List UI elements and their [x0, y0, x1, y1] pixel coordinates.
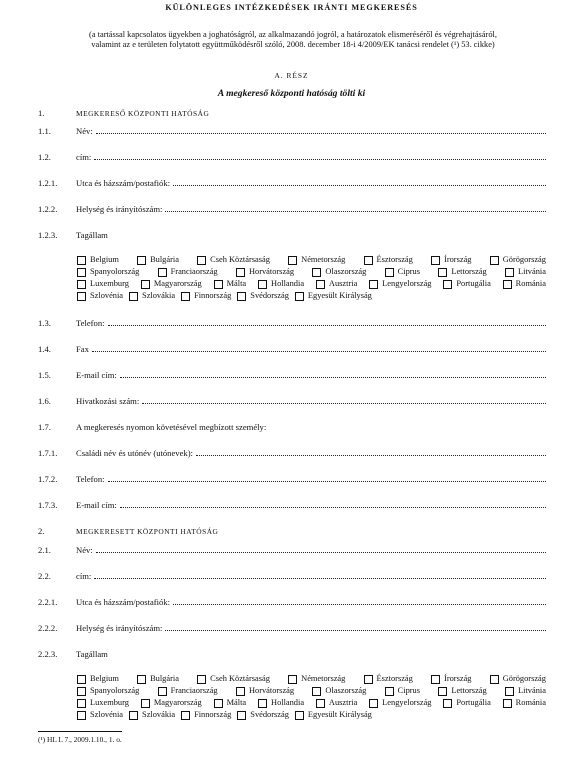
- checkbox-germany[interactable]: [288, 255, 345, 265]
- checkbox-label: Ciprus: [397, 267, 421, 276]
- field-number: 2.2.: [38, 571, 51, 581]
- field-label: Utca és házszám/postafiók:: [76, 178, 171, 188]
- field-label: Utca és házszám/postafiók:: [76, 597, 171, 607]
- checkbox-box[interactable]: [312, 268, 321, 277]
- field-row: [38, 230, 546, 240]
- checkbox-latvia[interactable]: [438, 686, 486, 696]
- subtitle-line-1: (a tartással kapcsolatos ügyekben a joghatóságról, az alkalmazandó jogról, a határozatok elismeréséről és végrehajtásáról,: [89, 30, 497, 39]
- checkbox-box[interactable]: [237, 711, 246, 720]
- checkbox-label: Finnország: [194, 710, 232, 719]
- checkbox-label: Észtország: [376, 255, 413, 264]
- member-state-checkbox-row: [77, 686, 546, 696]
- checkbox-label: Lengyelország: [382, 698, 432, 707]
- checkbox-netherlands[interactable]: [258, 279, 304, 289]
- field-number: 1.6.: [38, 396, 51, 406]
- checkbox-luxembourg[interactable]: [77, 698, 129, 708]
- checkbox-box[interactable]: [141, 699, 150, 708]
- contact-phone-input-line[interactable]: [108, 474, 546, 482]
- checkbox-box[interactable]: [369, 699, 378, 708]
- field-number: 1.2.: [38, 152, 51, 162]
- checkbox-box[interactable]: [443, 280, 452, 289]
- checkbox-label: Málta: [226, 279, 247, 288]
- checkbox-label: Szlovákia: [142, 291, 176, 300]
- checkbox-slovakia[interactable]: [129, 710, 175, 720]
- field-number: 2.2.2.: [38, 623, 58, 633]
- checkbox-italy[interactable]: [312, 267, 366, 277]
- checkbox-label: Hollandia: [271, 279, 305, 288]
- checkbox-austria[interactable]: [316, 698, 357, 708]
- phone-input-line[interactable]: [108, 318, 546, 326]
- checkbox-slovenia[interactable]: [77, 291, 123, 301]
- field-row: [38, 545, 546, 555]
- checkbox-box[interactable]: [364, 675, 373, 684]
- checkbox-label: Románia: [515, 698, 546, 707]
- checkbox-box[interactable]: [77, 699, 86, 708]
- checkbox-box[interactable]: [438, 268, 447, 277]
- checkbox-box[interactable]: [490, 675, 499, 684]
- checkbox-box[interactable]: [214, 699, 223, 708]
- field-label: Hivatkozási szám:: [76, 396, 140, 406]
- field-row: [38, 448, 546, 458]
- checkbox-slovakia[interactable]: [129, 291, 175, 301]
- checkbox-label: Horvátország: [248, 686, 295, 695]
- member-state-checkbox-row: [77, 291, 546, 301]
- checkbox-united-kingdom[interactable]: [295, 710, 372, 720]
- checkbox-box[interactable]: [385, 268, 394, 277]
- field-number: 2.2.3.: [38, 649, 58, 659]
- document-subtitle: [38, 30, 548, 51]
- subtitle-line-2: valamint az e területen folytatott együttműködésről szóló, 2008. december 18-i 4/2009/EK tanácsi rendelet (¹) 53. cikke): [91, 40, 495, 50]
- checkbox-label: Litvánia: [518, 267, 546, 276]
- checkbox-label: Franciaország: [170, 267, 218, 276]
- field-row: [38, 623, 546, 633]
- section-number: 2.: [38, 526, 45, 536]
- checkbox-box[interactable]: [288, 256, 297, 265]
- checkbox-netherlands[interactable]: [258, 698, 304, 708]
- city-postcode-input-line[interactable]: [165, 204, 546, 212]
- checkbox-greece[interactable]: [490, 674, 546, 684]
- field-row: [38, 474, 546, 484]
- checkbox-box[interactable]: [158, 268, 167, 277]
- checkbox-slovenia[interactable]: [77, 710, 123, 720]
- checkbox-label: Görögország: [502, 255, 546, 264]
- checkbox-poland[interactable]: [369, 279, 431, 289]
- checkbox-label: Németország: [301, 674, 346, 683]
- checkbox-label: Ausztria: [328, 698, 358, 707]
- field-number: 1.7.1.: [38, 448, 58, 458]
- field-label: A megkeresés nyomon követésével megbízott személy:: [76, 422, 267, 432]
- checkbox-label: Belgium: [90, 255, 119, 264]
- checkbox-box[interactable]: [237, 292, 246, 301]
- field-row: [38, 318, 546, 328]
- field-label: Helység és irányítószám:: [76, 204, 163, 214]
- field-label: Tagállam: [76, 649, 108, 659]
- checkbox-box[interactable]: [77, 292, 86, 301]
- checkbox-label: Bulgária: [150, 255, 179, 264]
- checkbox-label: Írország: [444, 255, 472, 264]
- checkbox-label: Svédország: [250, 710, 289, 719]
- checkbox-croatia[interactable]: [236, 267, 294, 277]
- field-number: 1.2.3.: [38, 230, 58, 240]
- field-label: Helység és irányítószám:: [76, 623, 163, 633]
- checkbox-hungary[interactable]: [141, 698, 202, 708]
- checkbox-box[interactable]: [258, 699, 267, 708]
- checkbox-label: Portugália: [456, 279, 491, 288]
- checkbox-label: Egyesült Királyság: [307, 291, 372, 300]
- checkbox-spain[interactable]: [77, 686, 139, 696]
- checkbox-lithuania[interactable]: [505, 686, 546, 696]
- checkbox-label: Luxemburg: [90, 279, 129, 288]
- field-row: [38, 571, 546, 581]
- field-row: [38, 500, 546, 510]
- field-label: Telefon:: [76, 318, 105, 328]
- field-row: [38, 396, 546, 406]
- checkbox-czech-republic[interactable]: [197, 674, 270, 684]
- checkbox-label: Málta: [226, 698, 247, 707]
- member-state-checkbox-row: [77, 255, 546, 265]
- field-label: E-mail cím:: [76, 500, 117, 510]
- address-input-line[interactable]: [94, 152, 546, 160]
- section-1-heading: [38, 108, 546, 119]
- field-row: [38, 178, 546, 188]
- checkbox-portugal[interactable]: [443, 279, 490, 289]
- checkbox-box[interactable]: [137, 675, 146, 684]
- checkbox-label: Lengyelország: [382, 279, 432, 288]
- checkbox-label: Svédország: [250, 291, 289, 300]
- checkbox-label: Litvánia: [518, 686, 546, 695]
- document-title: KÜLÖNLEGES INTÉZKEDÉSEK IRÁNTI MEGKERESÉS: [165, 3, 418, 12]
- field-label: Név:: [76, 545, 93, 555]
- checkbox-box[interactable]: [505, 687, 514, 696]
- checkbox-box[interactable]: [77, 711, 86, 720]
- fax-input-line[interactable]: [92, 344, 546, 352]
- checkbox-united-kingdom[interactable]: [295, 291, 372, 301]
- contact-email-input-line[interactable]: [120, 500, 546, 508]
- field-row: [38, 152, 546, 162]
- checkbox-box[interactable]: [129, 292, 138, 301]
- checkbox-sweden[interactable]: [237, 710, 289, 720]
- checkbox-label: Hollandia: [271, 698, 305, 707]
- checkbox-label: Egyesült Királyság: [307, 710, 372, 719]
- street-input-line[interactable]: [173, 597, 546, 605]
- checkbox-box[interactable]: [236, 687, 245, 696]
- section-number: 1.: [38, 108, 45, 118]
- field-label: cím:: [76, 571, 92, 581]
- checkbox-box[interactable]: [77, 280, 86, 289]
- checkbox-hungary[interactable]: [141, 279, 202, 289]
- member-state-checkbox-row: [77, 710, 546, 720]
- checkbox-malta[interactable]: [214, 279, 247, 289]
- checkbox-label: Szlovákia: [142, 710, 176, 719]
- checkbox-belgium[interactable]: [77, 255, 119, 265]
- checkbox-box[interactable]: [197, 256, 206, 265]
- checkbox-box[interactable]: [141, 280, 150, 289]
- footnote-divider: [38, 731, 122, 732]
- field-number: 2.2.1.: [38, 597, 58, 607]
- checkbox-france[interactable]: [158, 686, 218, 696]
- field-row: [38, 597, 546, 607]
- checkbox-box[interactable]: [505, 268, 514, 277]
- street-input-line[interactable]: [173, 178, 546, 186]
- member-state-checkbox-row: [77, 674, 546, 684]
- checkbox-box[interactable]: [288, 675, 297, 684]
- checkbox-austria[interactable]: [316, 279, 357, 289]
- checkbox-label: Észtország: [376, 674, 413, 683]
- checkbox-box[interactable]: [295, 292, 304, 301]
- checkbox-box[interactable]: [503, 699, 512, 708]
- checkbox-box[interactable]: [503, 280, 512, 289]
- field-number: 1.7.2.: [38, 474, 58, 484]
- member-state-checkbox-row: [77, 267, 546, 277]
- field-label: Családi név és utónév (utónevek):: [76, 448, 193, 458]
- checkbox-box[interactable]: [312, 687, 321, 696]
- checkbox-romania[interactable]: [503, 698, 546, 708]
- member-state-checkbox-row: [77, 279, 546, 289]
- checkbox-cyprus[interactable]: [385, 267, 420, 277]
- field-label: cím:: [76, 152, 92, 162]
- field-row: [38, 370, 546, 380]
- member-state-checkbox-row: [77, 698, 546, 708]
- checkbox-ireland[interactable]: [431, 674, 471, 684]
- checkbox-label: Szlovénia: [90, 291, 124, 300]
- checkbox-box[interactable]: [137, 256, 146, 265]
- checkbox-label: Ciprus: [397, 686, 421, 695]
- section-2-heading: [38, 526, 546, 537]
- checkbox-box[interactable]: [129, 711, 138, 720]
- checkbox-poland[interactable]: [369, 698, 431, 708]
- checkbox-label: Finnország: [194, 291, 232, 300]
- checkbox-label: Ausztria: [328, 279, 358, 288]
- checkbox-label: Luxemburg: [90, 698, 129, 707]
- checkbox-luxembourg[interactable]: [77, 279, 129, 289]
- checkbox-label: Franciaország: [170, 686, 218, 695]
- checkbox-box[interactable]: [431, 256, 440, 265]
- field-label: Fax: [76, 344, 89, 354]
- part-heading: A. RÉSZ: [274, 71, 309, 80]
- checkbox-finland[interactable]: [181, 291, 231, 301]
- checkbox-label: Portugália: [456, 698, 491, 707]
- checkbox-box[interactable]: [295, 711, 304, 720]
- city-postcode-input-line[interactable]: [165, 623, 546, 631]
- checkbox-label: Olaszország: [325, 267, 367, 276]
- checkbox-sweden[interactable]: [237, 291, 289, 301]
- checkbox-box[interactable]: [438, 687, 447, 696]
- checkbox-label: Görögország: [502, 674, 546, 683]
- checkbox-estonia[interactable]: [364, 674, 413, 684]
- checkbox-label: Lettország: [451, 686, 487, 695]
- checkbox-label: Írország: [444, 674, 472, 683]
- field-number: 1.7.: [38, 422, 51, 432]
- field-label: Telefon:: [76, 474, 105, 484]
- checkbox-greece[interactable]: [490, 255, 546, 265]
- checkbox-label: Lettország: [451, 267, 487, 276]
- checkbox-germany[interactable]: [288, 674, 345, 684]
- checkbox-box[interactable]: [77, 268, 86, 277]
- checkbox-box[interactable]: [77, 675, 86, 684]
- field-row: [38, 344, 546, 354]
- field-number: 2.1.: [38, 545, 51, 555]
- checkbox-label: Spanyolország: [90, 267, 140, 276]
- name-input-line[interactable]: [96, 545, 546, 553]
- checkbox-belgium[interactable]: [77, 674, 119, 684]
- checkbox-lithuania[interactable]: [505, 267, 546, 277]
- checkbox-label: Horvátország: [248, 267, 295, 276]
- name-input-line[interactable]: [96, 126, 546, 134]
- checkbox-box[interactable]: [77, 256, 86, 265]
- checkbox-box[interactable]: [364, 256, 373, 265]
- checkbox-box[interactable]: [158, 687, 167, 696]
- checkbox-box[interactable]: [258, 280, 267, 289]
- checkbox-label: Olaszország: [325, 686, 367, 695]
- field-number: 1.5.: [38, 370, 51, 380]
- checkbox-label: Belgium: [90, 674, 119, 683]
- email-input-line[interactable]: [120, 370, 546, 378]
- checkbox-france[interactable]: [158, 267, 218, 277]
- checkbox-box[interactable]: [369, 280, 378, 289]
- address-input-line[interactable]: [94, 571, 546, 579]
- checkbox-romania[interactable]: [503, 279, 546, 289]
- checkbox-box[interactable]: [181, 711, 190, 720]
- checkbox-portugal[interactable]: [443, 698, 490, 708]
- checkbox-box[interactable]: [316, 280, 325, 289]
- checkbox-label: Cseh Köztársaság: [210, 255, 270, 264]
- checkbox-label: Bulgária: [150, 674, 179, 683]
- checkbox-box[interactable]: [181, 292, 190, 301]
- field-row: [38, 649, 546, 659]
- checkbox-label: Románia: [515, 279, 546, 288]
- checkbox-malta[interactable]: [214, 698, 247, 708]
- checkbox-label: Magyarország: [153, 698, 202, 707]
- field-label: Tagállam: [76, 230, 108, 240]
- checkbox-box[interactable]: [236, 268, 245, 277]
- checkbox-label: Cseh Köztársaság: [210, 674, 270, 683]
- field-label: E-mail cím:: [76, 370, 117, 380]
- checkbox-box[interactable]: [490, 256, 499, 265]
- checkbox-label: Szlovénia: [90, 710, 124, 719]
- checkbox-label: Németország: [301, 255, 346, 264]
- field-number: 1.3.: [38, 318, 51, 328]
- field-row: [38, 422, 546, 432]
- reference-input-line[interactable]: [142, 396, 546, 404]
- checkbox-box[interactable]: [431, 675, 440, 684]
- part-title: A megkereső központi hatóság tölti ki: [217, 88, 366, 99]
- checkbox-estonia[interactable]: [364, 255, 413, 265]
- checkbox-box[interactable]: [197, 675, 206, 684]
- checkbox-italy[interactable]: [312, 686, 366, 696]
- checkbox-latvia[interactable]: [438, 267, 486, 277]
- checkbox-croatia[interactable]: [236, 686, 294, 696]
- checkbox-box[interactable]: [77, 687, 86, 696]
- contact-name-input-line[interactable]: [196, 448, 546, 456]
- checkbox-cyprus[interactable]: [385, 686, 420, 696]
- checkbox-czech-republic[interactable]: [197, 255, 270, 265]
- checkbox-label: Magyarország: [153, 279, 202, 288]
- footnote: (¹) HL L 7., 2009.1.10., 1. o.: [38, 735, 122, 744]
- checkbox-box[interactable]: [214, 280, 223, 289]
- checkbox-box[interactable]: [443, 699, 452, 708]
- field-number: 1.2.2.: [38, 204, 58, 214]
- checkbox-finland[interactable]: [181, 710, 231, 720]
- field-label: Név:: [76, 126, 93, 136]
- checkbox-box[interactable]: [316, 699, 325, 708]
- field-number: 1.7.3.: [38, 500, 58, 510]
- field-number: 1.1.: [38, 126, 51, 136]
- checkbox-label: Spanyolország: [90, 686, 140, 695]
- field-row: [38, 126, 546, 136]
- field-number: 1.2.1.: [38, 178, 58, 188]
- field-row: [38, 204, 546, 214]
- section-label: MEGKERESŐ KÖZPONTI HATÓSÁG: [76, 109, 210, 118]
- section-label: MEGKERESETT KÖZPONTI HATÓSÁG: [76, 527, 219, 536]
- checkbox-bulgaria[interactable]: [137, 255, 179, 265]
- checkbox-bulgaria[interactable]: [137, 674, 179, 684]
- checkbox-spain[interactable]: [77, 267, 139, 277]
- checkbox-ireland[interactable]: [431, 255, 471, 265]
- checkbox-box[interactable]: [385, 687, 394, 696]
- field-number: 1.4.: [38, 344, 51, 354]
